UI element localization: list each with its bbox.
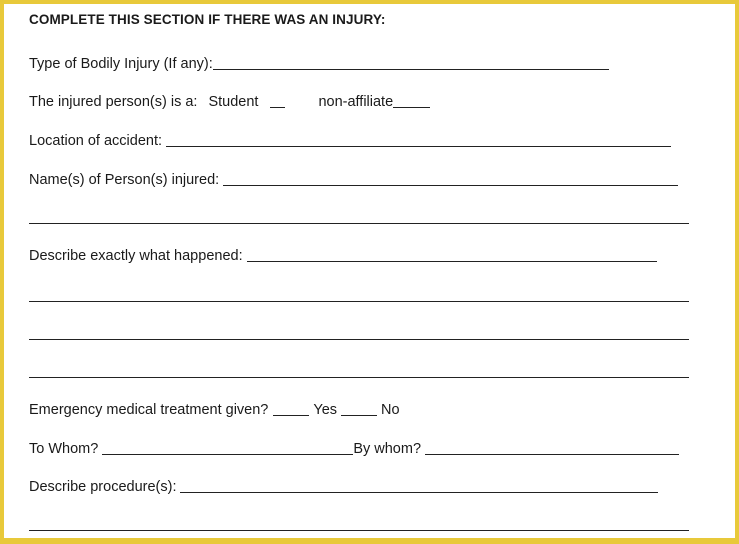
injured-person-label: The injured person(s) is a: [29, 94, 198, 110]
emergency-no-field[interactable] [341, 401, 377, 416]
describe-line-4-field[interactable] [29, 363, 689, 378]
section-heading: COMPLETE THIS SECTION IF THERE WAS AN INJURY: [29, 12, 386, 27]
location-row [29, 130, 671, 150]
type-of-injury-field[interactable] [213, 55, 609, 70]
procedure-line-2-field[interactable] [29, 516, 689, 531]
student-checkbox-field[interactable] [270, 93, 285, 108]
procedure-field[interactable] [180, 478, 658, 493]
describe-line-3-row [29, 323, 689, 343]
names-continuation-row [29, 207, 689, 227]
names-continuation-field[interactable] [29, 209, 689, 224]
describe-label: Describe exactly what happened: [29, 248, 243, 264]
by-whom-field[interactable] [425, 440, 679, 455]
non-affiliate-field[interactable] [393, 93, 430, 108]
describe-line-2-field[interactable] [29, 287, 689, 302]
by-whom-label: By whom? [353, 441, 422, 457]
describe-field[interactable] [247, 247, 657, 262]
to-whom-field[interactable] [102, 440, 353, 455]
type-of-injury-label: Type of Bodily Injury (If any): [29, 56, 213, 72]
student-label: Student [208, 94, 259, 110]
names-row [29, 169, 678, 189]
no-label: No [381, 402, 400, 418]
to-whom-row [29, 438, 679, 458]
emergency-label: Emergency medical treatment given? [29, 402, 269, 418]
procedure-label: Describe procedure(s): [29, 479, 177, 495]
injured-person-row [29, 91, 430, 111]
non-affiliate-label: non-affiliate [318, 94, 394, 110]
describe-line-2-row [29, 285, 689, 305]
procedure-row [29, 476, 658, 496]
describe-line-4-row [29, 361, 689, 381]
names-label: Name(s) of Person(s) injured: [29, 172, 220, 188]
to-whom-label: To Whom? [29, 441, 99, 457]
describe-row [29, 245, 657, 265]
type-of-injury-row [29, 53, 609, 73]
location-field[interactable] [166, 132, 671, 147]
names-field[interactable] [223, 171, 678, 186]
emergency-yes-field[interactable] [273, 401, 309, 416]
location-label: Location of accident: [29, 133, 163, 149]
yes-label: Yes [313, 402, 338, 418]
describe-line-3-field[interactable] [29, 325, 689, 340]
emergency-row [29, 399, 400, 419]
procedure-line-2-row [29, 514, 689, 534]
